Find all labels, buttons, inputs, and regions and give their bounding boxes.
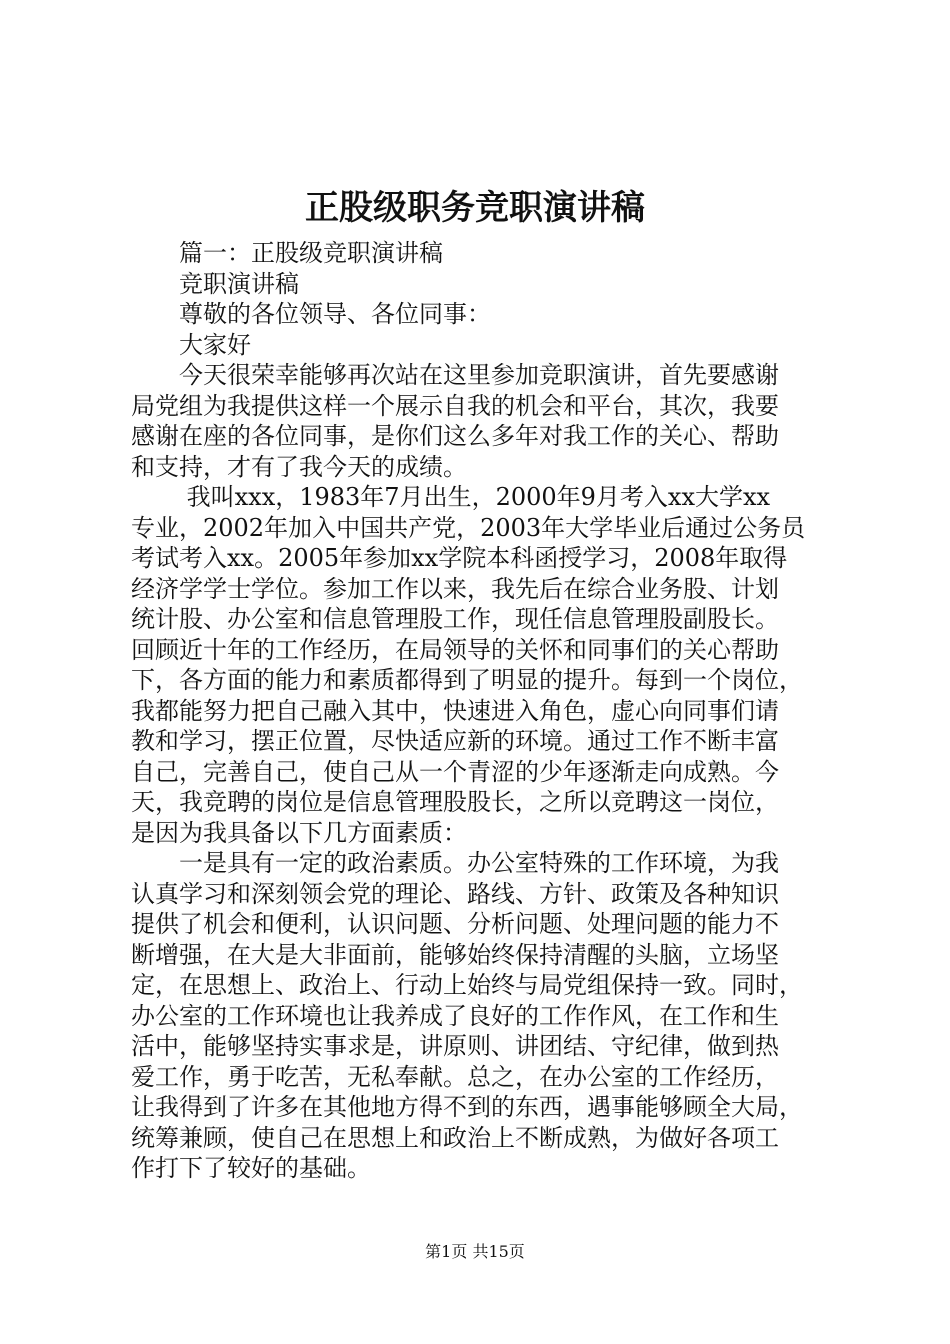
paragraph-line: 局党组为我提供这样一个展示自我的机会和平台，其次，我要 bbox=[131, 391, 779, 420]
paragraph-line: 教和学习，摆正位置，尽快适应新的环境。通过工作不断丰富 bbox=[131, 727, 779, 755]
paragraph-line: 我都能努力把自己融入其中，快速进入角色，虚心向同事们请 bbox=[131, 696, 779, 725]
paragraph-line: 让我得到了许多在其他地方得不到的东西，遇事能够顾全大局， bbox=[131, 1093, 803, 1121]
paragraph-line: 经济学学士学位。参加工作以来，我先后在综合业务股、计划 bbox=[131, 574, 779, 603]
paragraph-line: 我叫xxx，1983年7月出生，2000年9月考入xx大学xx bbox=[179, 483, 771, 511]
paragraph-line: 活中，能够坚持实事求是，讲原则、讲团结、守纪律，做到热 bbox=[131, 1032, 779, 1060]
paragraph-line: 是因为我具备以下几方面素质： bbox=[131, 818, 467, 847]
subheading: 竞职演讲稿 bbox=[179, 269, 299, 298]
paragraph-line: 一是具有一定的政治素质。办公室特殊的工作环境，为我 bbox=[179, 849, 779, 877]
paragraph-line: 和支持，才有了我今天的成绩。 bbox=[131, 452, 467, 481]
paragraph-line: 爱工作，勇于吃苦，无私奉献。总之，在办公室的工作经历， bbox=[131, 1062, 779, 1091]
paragraph-line: 下，各方面的能力和素质都得到了明显的提升。每到一个岗位， bbox=[131, 666, 803, 694]
paragraph-line: 断增强，在大是大非面前，能够始终保持清醒的头脑，立场坚 bbox=[131, 940, 779, 969]
paragraph-line: 提供了机会和便利，认识问题、分析问题、处理问题的能力不 bbox=[131, 910, 779, 938]
paragraph-line: 自己，完善自己，使自己从一个青涩的少年逐渐走向成熟。今 bbox=[131, 757, 779, 786]
document-body bbox=[131, 238, 831, 1184]
page-footer: 第1页 共15页 bbox=[425, 1242, 525, 1261]
greeting: 大家好 bbox=[179, 330, 251, 359]
paragraph-line: 统计股、办公室和信息管理股工作，现任信息管理股副股长。 bbox=[131, 605, 779, 633]
paragraph-line: 考试考入xx。2005年参加xx学院本科函授学习，2008年取得 bbox=[131, 544, 788, 572]
paragraph-line: 定，在思想上、政治上、行动上始终与局党组保持一致。同时， bbox=[131, 971, 803, 999]
paragraph-line: 天，我竞聘的岗位是信息管理股股长，之所以竞聘这一岗位， bbox=[131, 788, 779, 816]
paragraph-line: 感谢在座的各位同事，是你们这么多年对我工作的关心、帮助 bbox=[131, 422, 779, 450]
paragraph-line: 统筹兼顾，使自己在思想上和政治上不断成熟，为做好各项工 bbox=[131, 1123, 779, 1152]
paragraph-line: 专业，2002年加入中国共产党，2003年大学毕业后通过公务员 bbox=[131, 513, 806, 542]
paragraph-line: 今天很荣幸能够再次站在这里参加竞职演讲，首先要感谢 bbox=[179, 361, 779, 389]
paragraph-line: 回顾近十年的工作经历，在局领导的关怀和同事们的关心帮助 bbox=[131, 635, 779, 664]
salutation: 尊敬的各位领导、各位同事： bbox=[179, 300, 491, 328]
paragraph-line: 作打下了较好的基础。 bbox=[131, 1154, 371, 1182]
paragraph-line: 办公室的工作环境也让我养成了良好的工作作风，在工作和生 bbox=[131, 1001, 779, 1030]
document-title: 正股级职务竞职演讲稿 bbox=[305, 188, 645, 228]
section-heading: 篇一：正股级竞职演讲稿 bbox=[179, 239, 443, 267]
paragraph-line: 认真学习和深刻领会党的理论、路线、方针、政策及各种知识 bbox=[131, 879, 779, 908]
